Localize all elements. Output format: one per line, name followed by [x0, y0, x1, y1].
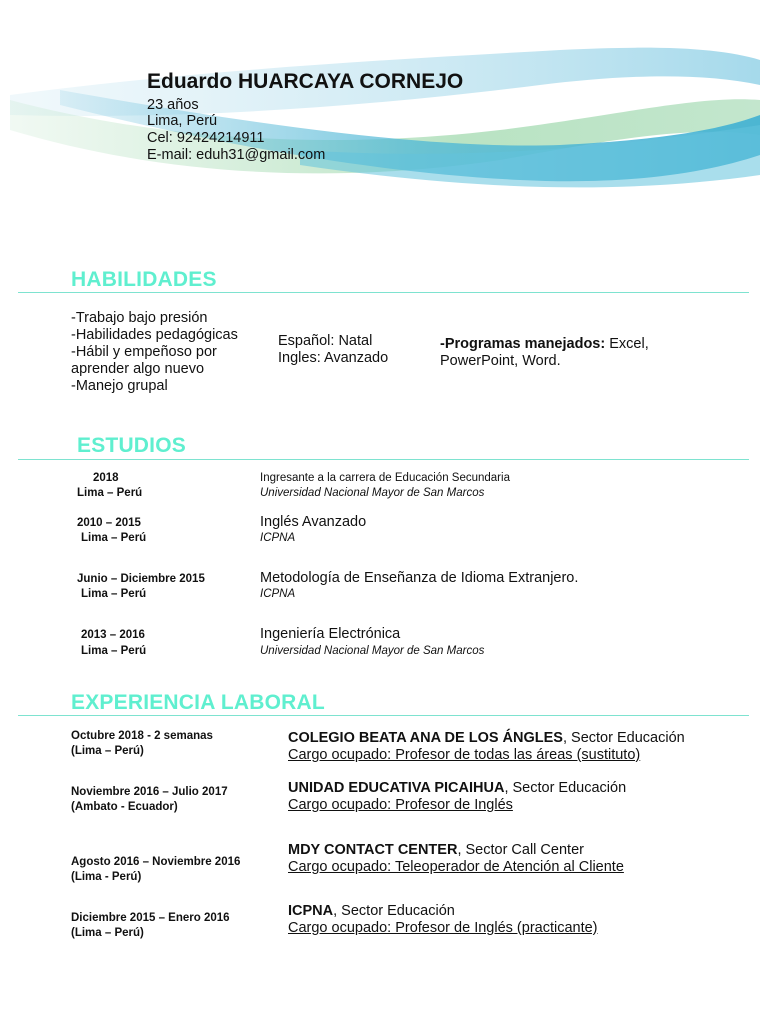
job-company: UNIDAD EDUCATIVA PICAIHUA	[288, 780, 505, 796]
study-school: ICPNA	[260, 532, 296, 544]
section-title-estudios: ESTUDIOS	[77, 434, 186, 457]
study-date: 2013 – 2016	[81, 629, 145, 641]
section-divider	[18, 459, 749, 460]
study-date: 2010 – 2015	[77, 517, 141, 529]
study-degree: Metodología de Enseñanza de Idioma Extranjero.	[260, 570, 579, 586]
study-place: Lima – Perú	[81, 532, 147, 544]
job-date: Diciembre 2015 – Enero 2016	[71, 912, 230, 924]
study-degree: Ingeniería Electrónica	[260, 626, 401, 642]
job-place: (Lima - Perú)	[71, 871, 142, 883]
job-company-line	[288, 842, 584, 859]
skill-item: -Hábil y empeñoso por	[71, 344, 217, 360]
study-degree: Ingresante a la carrera de Educación Secundaria	[260, 472, 510, 484]
job-company: MDY CONTACT CENTER	[288, 842, 458, 858]
study-school: ICPNA	[260, 588, 296, 600]
programs-block	[440, 336, 649, 370]
job-company: ICPNA	[288, 903, 334, 919]
study-date: Junio – Diciembre 2015	[77, 573, 205, 585]
skill-item: -Habilidades pedagógicas	[71, 327, 238, 343]
job-sector: , Sector Educación	[333, 903, 455, 919]
programs-label: -Programas manejados:	[440, 336, 606, 352]
job-company-line	[288, 730, 685, 747]
candidate-email: E-mail: eduh31@gmail.com	[147, 147, 326, 163]
job-company: COLEGIO BEATA ANA DE LOS ÁNGLES	[288, 730, 563, 746]
job-company-line	[288, 903, 455, 920]
section-divider	[18, 292, 749, 293]
job-place: (Lima – Perú)	[71, 745, 144, 757]
job-sector: , Sector Educación	[562, 730, 685, 746]
study-place: Lima – Perú	[81, 645, 147, 657]
section-title-habilidades: HABILIDADES	[71, 268, 217, 291]
languages-list	[278, 333, 388, 367]
job-sector: , Sector Call Center	[457, 842, 584, 858]
section-title-experiencia: EXPERIENCIA LABORAL	[71, 691, 325, 714]
skill-item: -Trabajo bajo presión	[71, 310, 208, 326]
candidate-location: Lima, Perú	[147, 113, 218, 129]
job-role: Cargo ocupado: Profesor de Inglés	[288, 797, 513, 813]
programs-value-line2: PowerPoint, Word.	[440, 353, 561, 369]
job-date: Noviembre 2016 – Julio 2017	[71, 786, 228, 798]
job-sector: , Sector Educación	[504, 780, 627, 796]
programs-value: Excel,	[605, 336, 649, 352]
candidate-phone: Cel: 92424214911	[147, 130, 265, 146]
header-wave-decoration	[0, 0, 768, 200]
skill-item: -Manejo grupal	[71, 378, 168, 394]
section-divider	[18, 715, 749, 716]
skills-list	[71, 310, 238, 395]
language-item: Ingles: Avanzado	[278, 350, 389, 366]
job-place: (Lima – Perú)	[71, 927, 144, 939]
candidate-name: Eduardo HUARCAYA CORNEJO	[147, 70, 464, 93]
job-company-line	[288, 780, 626, 797]
skill-item: aprender algo nuevo	[71, 361, 205, 377]
job-date: Agosto 2016 – Noviembre 2016	[71, 856, 241, 868]
study-place: Lima – Perú	[77, 487, 143, 499]
job-place: (Ambato - Ecuador)	[71, 801, 178, 813]
job-role: Cargo ocupado: Profesor de Inglés (practicante)	[288, 920, 598, 936]
study-degree: Inglés Avanzado	[260, 514, 367, 530]
language-item: Español: Natal	[278, 333, 373, 349]
candidate-age: 23 años	[147, 97, 199, 113]
study-place: Lima – Perú	[81, 588, 147, 600]
job-role: Cargo ocupado: Teleoperador de Atención al Cliente	[288, 859, 624, 875]
study-school: Universidad Nacional Mayor de San Marcos	[260, 645, 485, 657]
job-role: Cargo ocupado: Profesor de todas las áreas (sustituto)	[288, 747, 641, 763]
study-date: 2018	[93, 472, 119, 484]
job-date: Octubre 2018 - 2 semanas	[71, 730, 213, 742]
study-school: Universidad Nacional Mayor de San Marcos	[260, 487, 485, 499]
